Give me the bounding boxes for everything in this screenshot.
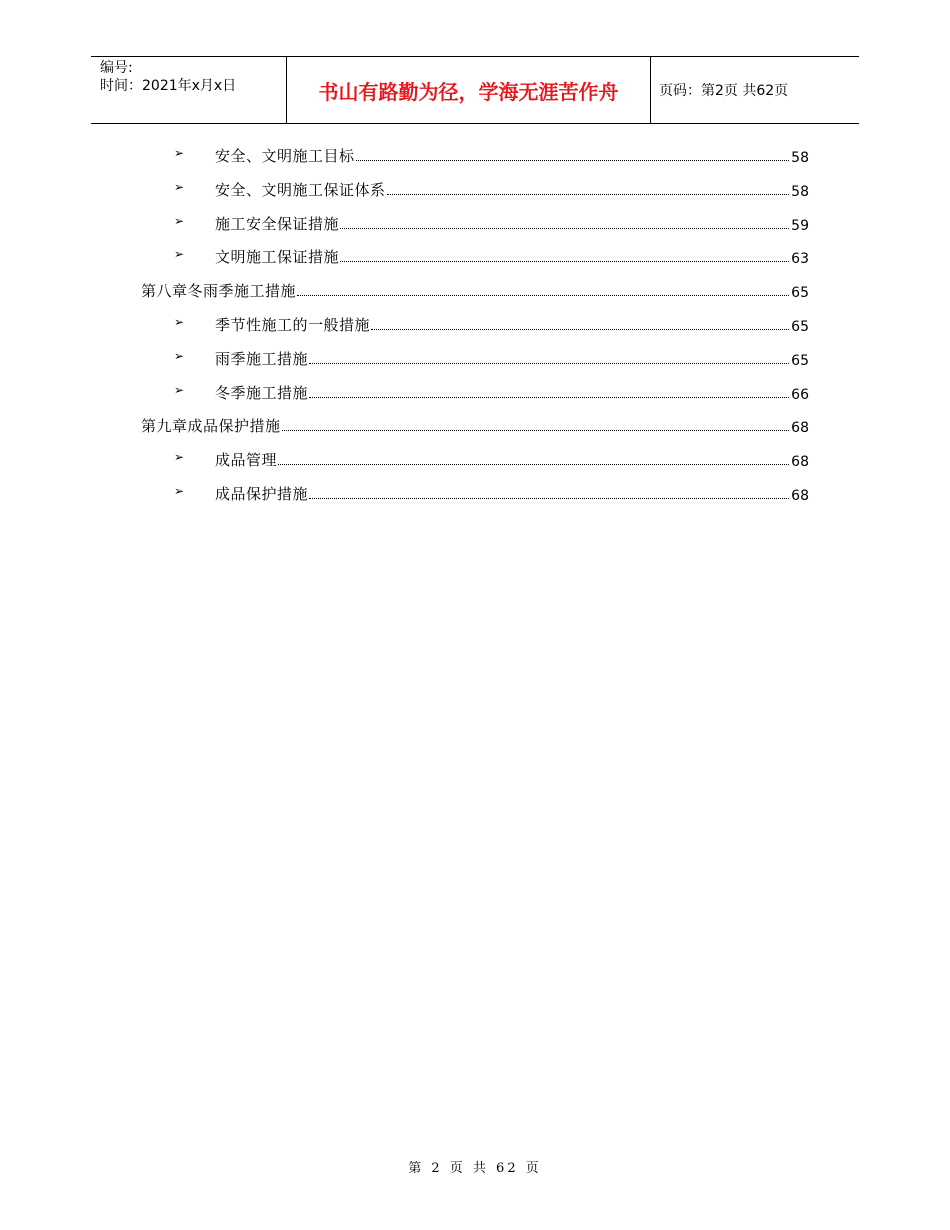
toc-entry[interactable]	[0, 381, 950, 405]
toc-entry-line	[215, 448, 809, 470]
toc-dot-leader	[297, 295, 789, 296]
toc-entry-line	[215, 245, 809, 267]
arrow-bullet-icon: ➢	[174, 179, 185, 194]
toc-entry[interactable]	[0, 482, 950, 506]
arrow-bullet-icon: ➢	[174, 348, 185, 363]
toc-dot-leader	[340, 228, 789, 229]
toc-entry-line	[215, 347, 809, 369]
toc-page-number: 66	[791, 386, 809, 403]
document-number-label: 编号:	[100, 60, 133, 76]
toc-entry[interactable]	[0, 279, 950, 303]
arrow-bullet-icon: ➢	[174, 146, 185, 160]
toc-entry[interactable]	[0, 245, 950, 269]
toc-page-number: 68	[791, 420, 809, 437]
toc-dot-leader	[309, 363, 789, 364]
arrow-bullet-icon: ➢	[174, 315, 185, 329]
toc-entry-label: 季节性施工的一般措施	[215, 316, 371, 334]
toc-entry[interactable]	[0, 178, 950, 202]
toc-page-number: 58	[791, 150, 809, 166]
document-time-label: 时间：2021年x月x日	[100, 78, 237, 94]
page-footer: 第 2 页 共 62 页	[408, 1161, 542, 1176]
toc-entry-line	[215, 178, 809, 200]
toc-entry-line	[215, 212, 809, 234]
toc-entry-line	[215, 144, 809, 166]
toc-entry-label: 雨季施工措施	[215, 349, 309, 368]
toc-entry-label: 第九章成品保护措施	[141, 417, 281, 436]
toc-entry[interactable]	[0, 347, 950, 371]
toc-dot-leader	[371, 329, 789, 330]
toc-entry-label: 冬季施工措施	[215, 383, 309, 402]
toc-entry[interactable]	[0, 448, 950, 472]
toc-page-number: 59	[791, 217, 809, 234]
toc-page-number: 63	[791, 251, 809, 268]
toc-entry-line	[141, 414, 809, 436]
toc-dot-leader	[309, 397, 789, 398]
toc-page-number: 65	[791, 352, 809, 369]
toc-dot-leader	[309, 498, 789, 499]
toc-entry[interactable]	[0, 212, 950, 236]
page-header	[91, 56, 859, 124]
toc-page-number: 65	[791, 285, 809, 302]
toc-entry-label: 成品保护措施	[215, 485, 309, 503]
toc-entry[interactable]	[0, 144, 950, 168]
toc-page-number: 68	[791, 454, 809, 471]
toc-entry-label: 成品管理	[215, 451, 278, 470]
toc-entry-label: 安全、文明施工目标	[215, 147, 355, 165]
toc-dot-leader	[340, 261, 789, 262]
header-meta-cell	[91, 57, 286, 123]
header-motto: 书山有路勤为径，学海无涯苦作舟	[318, 79, 619, 104]
arrow-bullet-icon: ➢	[174, 247, 185, 262]
arrow-bullet-icon: ➢	[174, 450, 185, 465]
toc-entry[interactable]	[0, 414, 950, 438]
header-page-cell	[650, 57, 859, 123]
toc-page-number: 68	[791, 488, 809, 504]
toc-dot-leader	[282, 430, 790, 431]
toc-dot-leader	[278, 464, 789, 465]
header-motto-cell	[286, 57, 651, 123]
toc-entry-line	[215, 482, 809, 504]
header-page-info: 页码：第2页 共62页	[659, 83, 789, 99]
toc-entry-label: 文明施工保证措施	[215, 248, 340, 267]
toc-entry-label: 施工安全保证措施	[215, 214, 340, 233]
toc-entry-line	[215, 313, 809, 335]
toc-entry-line	[141, 279, 809, 301]
arrow-bullet-icon: ➢	[174, 213, 185, 228]
arrow-bullet-icon: ➢	[174, 484, 185, 498]
toc-entry-label: 安全、文明施工保证体系	[215, 180, 386, 199]
toc-entry[interactable]	[0, 313, 950, 337]
arrow-bullet-icon: ➢	[174, 382, 185, 397]
toc-dot-leader	[387, 194, 790, 195]
toc-entry-label: 第八章冬雨季施工措施	[141, 282, 297, 301]
toc-page-number: 58	[791, 183, 809, 200]
toc-page-number: 65	[791, 319, 809, 335]
toc-entry-line	[215, 381, 809, 403]
toc-dot-leader	[356, 160, 790, 161]
